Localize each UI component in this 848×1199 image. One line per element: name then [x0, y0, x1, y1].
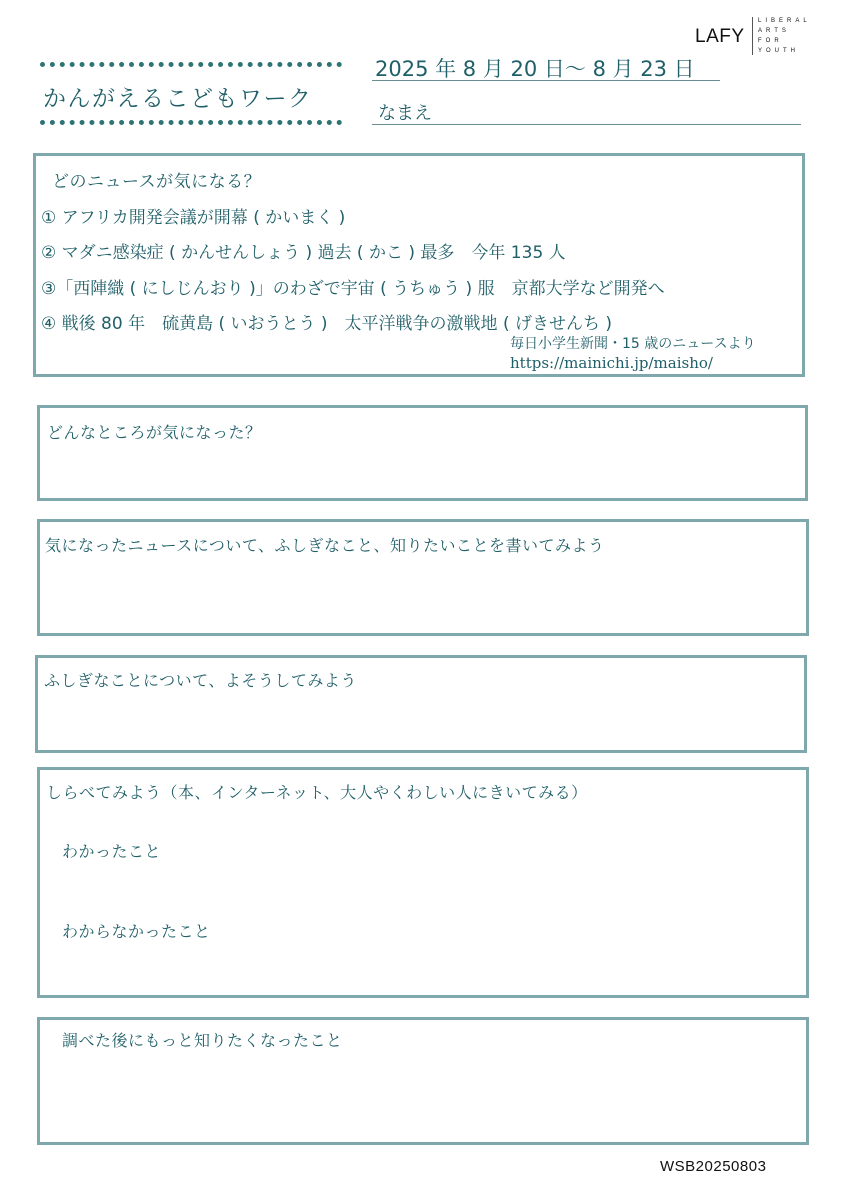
- logo-text: LAFY: [695, 26, 745, 47]
- prompt-interest: どんなところが気になった？: [47, 423, 262, 442]
- name-underline[interactable]: [372, 124, 801, 125]
- prompt-not-found: わからなかったこと: [62, 922, 211, 941]
- logo-subtitle: [758, 16, 828, 56]
- prompt-prediction: ふしぎなことについて、よそうしてみよう: [44, 671, 357, 690]
- prompt-research: しらべてみよう（本、インターネット、大人やくわしい人にきいてみる）: [46, 783, 588, 802]
- logo-sub-line: FOR: [758, 38, 783, 44]
- news-item: ④ 戦後 80 年 硫黄島 ( いおうとう ) 太平洋戦争の激戦地 ( げきせんち ): [41, 314, 613, 334]
- prompt-found: わかったこと: [62, 842, 162, 861]
- logo-sub-line: LIBERAL: [758, 18, 811, 24]
- news-source: 毎日小学生新聞・15 歳のニュースより: [510, 336, 756, 352]
- page-title: かんがえるこどもワーク: [43, 86, 313, 112]
- news-url: https://mainichi.jp/maisho/: [510, 354, 713, 372]
- logo-divider: [752, 17, 753, 55]
- worksheet-code: WSB20250803: [660, 1158, 767, 1175]
- news-question: どのニュースが気になる？: [52, 172, 262, 192]
- news-item: ③「西陣織 ( にしじんおり )」のわざで宇宙 ( うちゅう ) 服 京都大学など開発へ: [41, 279, 665, 299]
- date-underline: [372, 80, 720, 81]
- name-label: なまえ: [378, 103, 432, 124]
- title-dots-bottom: [40, 120, 342, 125]
- news-item: ② マダニ感染症 ( かんせんしょう ) 過去 ( かこ ) 最多 今年 135 人: [41, 243, 566, 263]
- prompt-questions: 気になったニュースについて、ふしぎなこと、知りたいことを書いてみよう: [45, 536, 605, 555]
- title-dots-top: [40, 62, 342, 67]
- news-item: ① アフリカ開発会議が開幕 ( かいまく ): [41, 208, 346, 228]
- logo-sub-line: ARTS: [758, 28, 790, 34]
- logo-sub-line: YOUTH: [758, 48, 799, 54]
- prompt-more: 調べた後にもっと知りたくなったこと: [62, 1031, 343, 1050]
- date-range: 2025 年 8 月 20 日～ 8 月 23 日: [375, 57, 695, 81]
